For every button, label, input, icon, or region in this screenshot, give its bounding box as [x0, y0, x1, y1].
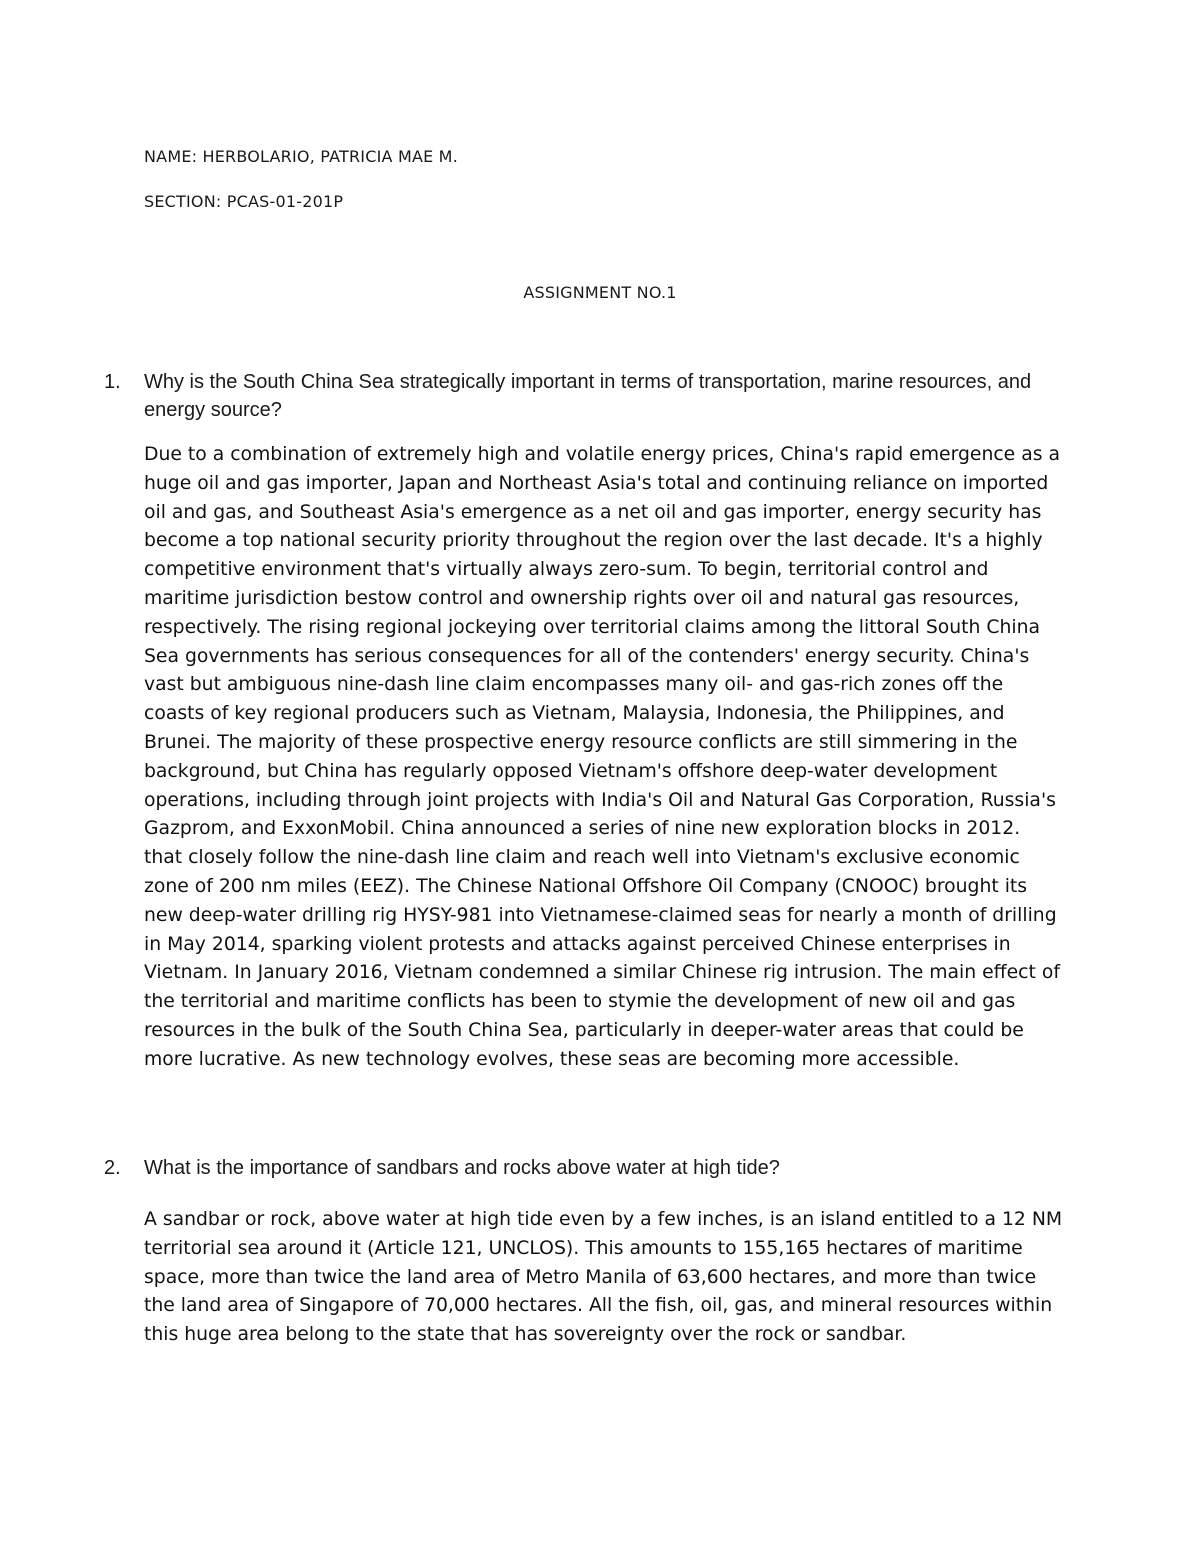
student-name: NAME: HERBOLARIO, PATRICIA MAE M.: [144, 147, 458, 166]
student-section: SECTION: PCAS-01-201P: [144, 192, 344, 211]
question-1-number: 1.: [104, 371, 121, 393]
question-2-text: What is the importance of sandbars and rocks above water at high tide?: [144, 1157, 780, 1179]
answer-1-text: Due to a combination of extremely high and volatile energy prices, China's rapid emergence as a huge oil and gas importer, Japan and Northeast Asia's total and continuing reliance on imported oil and gas, and Southeast Asia's emergence as a net oil and gas importer, energy security has become a top national security priority throughout the region over the last decade. It's a highly competitive environment that's virtually always zero-sum. To begin, territorial control and maritime jurisdiction bestow control and ownership rights over oil and natural gas resources, respectively. The rising regional jockeying over territorial claims among the littoral South China Sea governments has serious consequences for all of the contenders' energy security. China's vast but ambiguous nine-dash line claim encompasses many oil- and gas-rich zones off the coasts of key regional producers such as Vietnam, Malaysia, Indonesia, the Philippines, and Brunei. The majority of these prospective energy resource conflicts are still simmering in the background, but China has regularly opposed Vietnam's offshore deep-water development operations, including through joint projects with India's Oil and Natural Gas Corporation, Russia's Gazprom, and ExxonMobil. China announced a series of nine new exploration blocks in 2012. that closely follow the nine-dash line claim and reach well into Vietnam's exclusive economic zone of 200 nm miles (EEZ). The Chinese National Offshore Oil Company (CNOOC) brought its new deep-water drilling rig HYSY-981 into Vietnamese-claimed seas for nearly a month of drilling in May 2014, sparking violent protests and attacks against perceived Chinese enterprises in Vietnam. In January 2016, Vietnam condemned a similar Chinese rig intrusion. The main effect of the territorial and maritime conflicts has been to stymie the development of new oil and gas resources in the bulk of the South China Sea, particularly in deeper-water areas that could be more lucrative. As new technology evolves, these seas are becoming more accessible.: [144, 444, 1060, 1070]
question-2-number: 2.: [104, 1157, 121, 1179]
assignment-title: ASSIGNMENT NO.1: [523, 283, 677, 302]
answer-2-text: A sandbar or rock, above water at high tide even by a few inches, is an island entitled to a 12 NM territorial sea around it (Article 121, UNCLOS). This amounts to 155,165 hectares of maritime space, more than twice the land area of Metro Manila of 63,600 hectares, and more than twice the land area of Singapore of 70,000 hectares. All the fish, oil, gas, and mineral resources within this huge area belong to the state that has sovereignty over the rock or sandbar.: [144, 1209, 1063, 1346]
question-1-text: Why is the South China Sea strategically important in terms of transportation, marine resources, and energy source?: [144, 371, 1032, 421]
